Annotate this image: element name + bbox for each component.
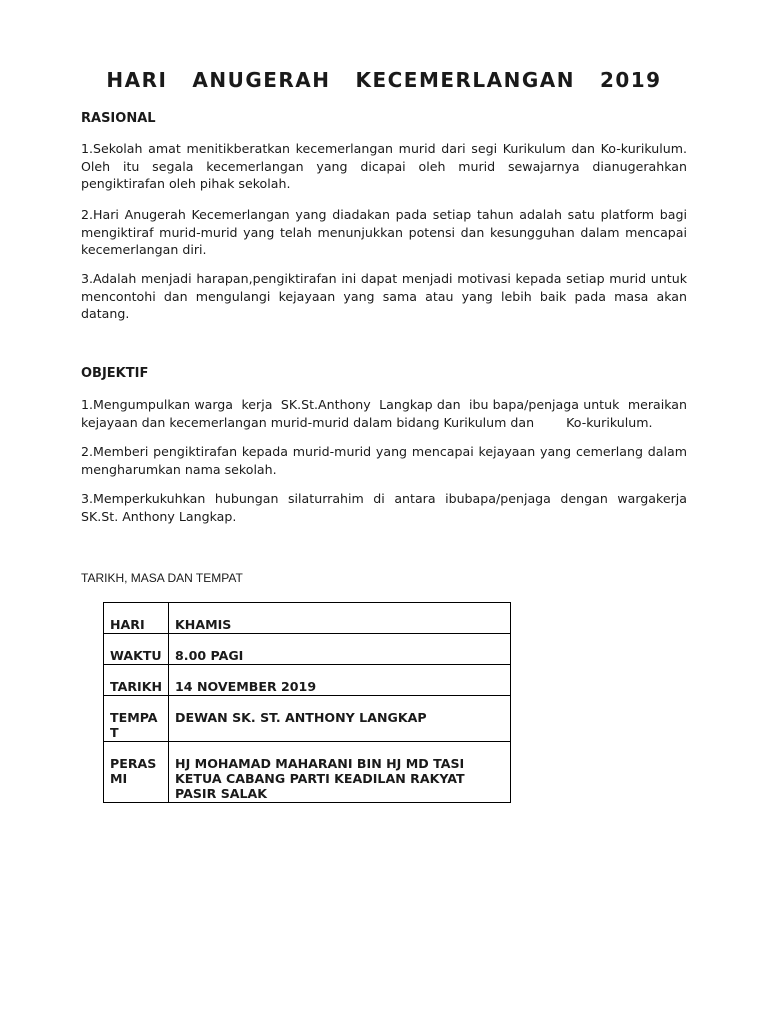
row-value-tempat: DEWAN SK. ST. ANTHONY LANGKAP [169,696,511,742]
objektif-heading: OBJEKTIF [81,366,149,381]
page-title: HARI ANUGERAH KECEMERLANGAN 2019 [106,68,662,92]
objektif-paragraph-2: 2.Memberi pengiktirafan kepada murid-murid yang mencapai kejayaan yang cemerlang dalam mengharumkan nama sekolah. [81,444,687,477]
row-value-waktu: 8.00 PAGI [169,634,511,665]
row-key-waktu: WAKTU [104,634,169,665]
rasional-paragraph-3: 3.Adalah menjadi harapan,pengiktirafan ini dapat menjadi motivasi kepada setiap murid untuk mencontohi dan mengulangi kejayaan yang sama atau yang lebih baik pada masa akan datang. [81,271,687,321]
table-row [104,696,511,742]
row-key-hari: HARI [104,603,169,634]
objektif-paragraph-1: 1.Mengumpulkan warga kerja SK.St.Anthony Langkap dan ibu bapa/penjaga untuk meraikan kejayaan dan kecemerlangan murid-murid dalam bidang Kurikulum dan Ko-kurikulum. [81,397,692,430]
rasional-paragraph-1: 1.Sekolah amat menitikberatkan kecemerlangan murid dari segi Kurikulum dan Ko-kurikulum. Oleh itu segala kecemerlangan yang dicapai oleh murid sewajarnya dianugerahkan pengiktirafan oleh pihak sekolah. [81,141,687,191]
table-row [104,634,511,665]
row-value-tarikh: 14 NOVEMBER 2019 [169,665,511,696]
row-value-perasmi: HJ MOHAMAD MAHARANI BIN HJ MD TASI KETUA CABANG PARTI KEADILAN RAKYAT PASIR SALAK [169,742,511,803]
objektif-paragraph-3: 3.Memperkukuhkan hubungan silaturrahim di antara ibubapa/penjaga dengan wargakerja SK.St. Anthony Langkap. [81,491,687,524]
row-key-perasmi: PERASMI [104,742,169,803]
rasional-paragraph-2: 2.Hari Anugerah Kecemerlangan yang diadakan pada setiap tahun adalah satu platform bagi mengiktiraf murid-murid yang telah menunjukkan potensi dan kesungguhan dalam mencapai kecemerlangan diri. [81,207,687,257]
table-row [104,742,511,803]
table-row [104,603,511,634]
table-row [104,665,511,696]
row-value-hari: KHAMIS [169,603,511,634]
details-heading: TARIKH, MASA DAN TEMPAT [81,571,243,585]
row-key-tempat: TEMPAT [104,696,169,742]
rasional-heading: RASIONAL [81,111,156,126]
event-details-table [103,602,511,803]
row-key-tarikh: TARIKH [104,665,169,696]
